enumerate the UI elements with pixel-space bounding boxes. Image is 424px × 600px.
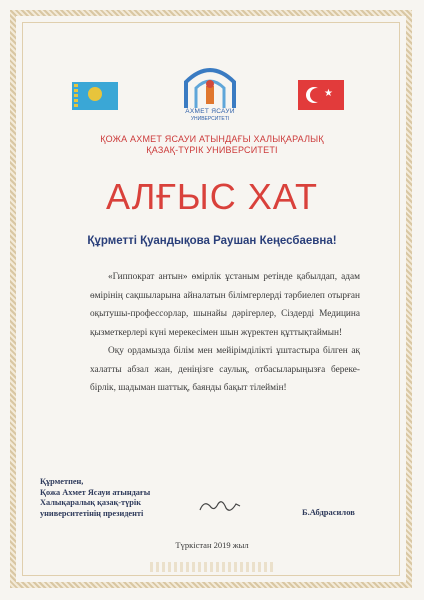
signatory-line3: Халықаралық қазақ-түрік (40, 498, 141, 507)
handwritten-signature (196, 496, 244, 518)
signatory-line4: университетінің президенті (40, 508, 144, 518)
letter-title: АЛҒЫС ХАТ (106, 176, 318, 217)
bottom-ornament (150, 562, 274, 572)
body-paragraph-1: «Гиппократ антын» өмірлік ұстаным ретінде қабылдап, адам өмірінің сақшыларына айналатын білімгерлерді тәрбиелеп отырған оқытушы-профессорлар, шынайы дәрігерлер, Сіздерді Медицина қызметкерлері күні мерекесімен шын жүректен құттықтаймын! (90, 272, 360, 338)
kazakhstan-flag-icon (72, 82, 118, 110)
signatory-name: Б.Абдрасилов (302, 507, 355, 517)
signatory-block (40, 477, 150, 519)
university-name-line2: ҚАЗАҚ-ТҮРІК УНИВЕРСИТЕТІ (146, 145, 278, 155)
university-emblem-icon (182, 64, 238, 110)
signatory-line1: Құрметпен, (40, 477, 84, 486)
signatory-line2: Қожа Ахмет Ясауи атындағы (40, 487, 151, 497)
body-paragraph-2: Оқу ордамызда білім мен мейірімділікті ұштастыра білген ақ халатты абзал жан, денiңізге саулық, отбасыларыңызға береке-бірлік, шадыман шаттық, баянды бақыт тілеймін! (90, 346, 360, 393)
greeting: Құрметті Қуандықова Раушан Кеңесбаевна! (87, 235, 337, 247)
letter-body (90, 268, 360, 398)
logo-text-line2: УНИВЕРСИТЕТІ (190, 116, 230, 122)
university-name-line1: ҚОЖА АХМЕТ ЯСАУИ АТЫНДАҒЫ ХАЛЫҚАРАЛЫҚ (100, 134, 324, 144)
place-date: Түркістан 2019 жыл (175, 540, 249, 550)
logo-text-line1: АХМЕТ ЯСАУИ (185, 108, 235, 115)
turkey-flag-icon: ★ (298, 80, 344, 110)
